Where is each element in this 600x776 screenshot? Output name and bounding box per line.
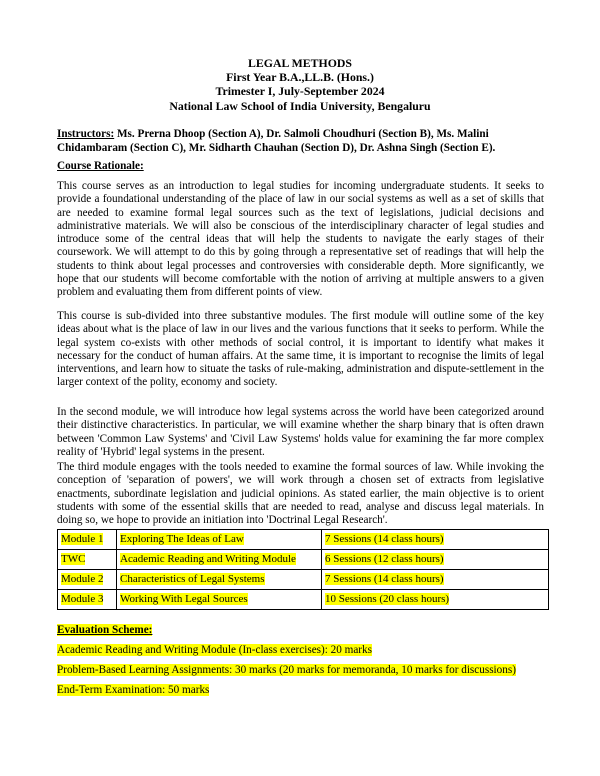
rationale-paragraph-3: In the second module, we will introduce how legal systems across the world have been categorized around their distinctive characteristics. In particular, we will examine whether the sharp binary that is often drawn between 'Common Law Systems' and 'Civil Law Systems' holds value for examining the far more complex reality of 'Hybrid' legal systems in the present. — [57, 406, 544, 458]
course-header — [0, 56, 600, 113]
module-name-cell: Academic Reading and Writing Module — [120, 553, 296, 565]
course-year: First Year B.A.,LL.B. (Hons.) — [226, 70, 374, 85]
table-row — [58, 550, 549, 570]
module-sessions-cell: 7 Sessions (14 class hours) — [325, 533, 444, 545]
rationale-heading: Course Rationale: — [57, 160, 144, 172]
rationale-paragraph-2: This course is sub-divided into three substantive modules. The first module will outline some of the key ideas about what is the place of law in our lives and the various functions that it seeks to perform. While the legal system co-exists with other methods of social control, it is important to identify what makes it necessary for the conduct of human affairs. At the same time, it is important to recognise the limits of legal interventions, and learn how to situate the tasks of rule-making, administration and dispute-settlement in the larger context of the polity, economy and society. — [57, 310, 544, 389]
evaluation-item: End-Term Examination: 50 marks — [57, 684, 210, 696]
module-sessions-cell: 6 Sessions (12 class hours) — [325, 553, 444, 565]
table-row — [58, 590, 549, 610]
evaluation-item: Academic Reading and Writing Module (In-class exercises): 20 marks — [57, 644, 372, 656]
module-sessions-cell: 7 Sessions (14 class hours) — [325, 573, 444, 585]
module-cell: TWC — [61, 553, 86, 565]
course-title: LEGAL METHODS — [248, 56, 352, 70]
rationale-paragraph-1: This course serves as an introduction to legal studies for incoming undergraduate students. It seeks to provide a foundational understanding of the place of law in our social systems as well as a set of skills that are needed to examine formal legal sources such as the text of legislations, judicial decisions and administrative materials. We will also be conscious of the interdisciplinary character of legal studies and introduce some of the central ideas that will help the students to navigate the early stages of their coursework. We will attempt to do this by going through a representative set of readings that will help the students to think about legal processes and controversies with considerable depth. More significantly, we hope that our students will become comfortable with the notion of arriving at multiple answers to a given problem and evaluating them from different points of view. — [57, 180, 544, 299]
table-row — [58, 530, 549, 550]
instructors-block — [57, 127, 557, 155]
module-name-cell: Exploring The Ideas of Law — [120, 533, 244, 545]
instructors-line-1: Ms. Prerna Dhoop (Section A), Dr. Salmoli Choudhuri (Section B), Ms. Malini — [116, 128, 489, 140]
rationale-paragraph-4: The third module engages with the tools needed to examine the formal sources of law. While invoking the conception of 'separation of powers', we will work through a chosen set of extracts from legislative enactments, subordinate legislation and judicial opinions. As stated earlier, the main objective is to orient students with some of the essential skills that are needed to read, analyse and discuss legal materials. In doing so, we hope to provide an initiation into 'Doctrinal Legal Research'. — [57, 461, 544, 527]
module-cell: Module 1 — [61, 533, 104, 545]
modules-table — [57, 529, 549, 610]
module-name-cell: Working With Legal Sources — [120, 593, 248, 605]
evaluation-item: Problem-Based Learning Assignments: 30 marks (20 marks for memoranda, 10 marks for discussions) — [57, 664, 516, 676]
course-trimester: Trimester I, July-September 2024 — [215, 84, 385, 99]
evaluation-heading: Evaluation Scheme: — [57, 624, 153, 636]
module-sessions-cell: 10 Sessions (20 class hours) — [325, 593, 450, 605]
module-cell: Module 2 — [61, 573, 104, 585]
module-cell: Module 3 — [61, 593, 104, 605]
module-name-cell: Characteristics of Legal Systems — [120, 573, 265, 585]
instructors-line-2: Chidambaram (Section C), Mr. Sidharth Chauhan (Section D), Dr. Ashna Singh (Section E). — [57, 142, 496, 154]
institution-name: National Law School of India University, Bengaluru — [169, 98, 431, 113]
table-row — [58, 570, 549, 590]
instructors-label: Instructors: — [57, 128, 115, 140]
